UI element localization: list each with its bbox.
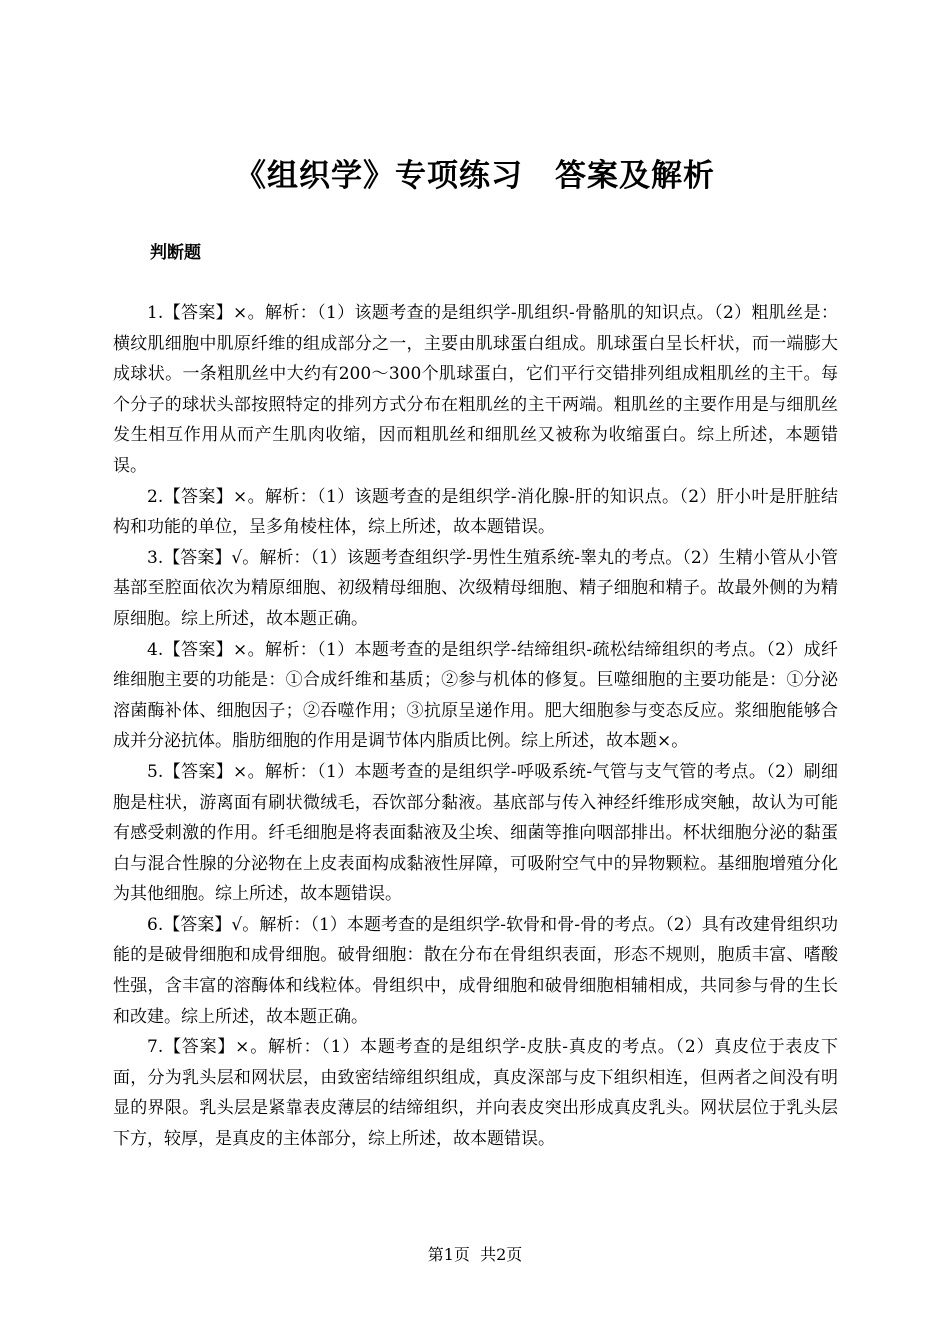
answer-item-7: 7.【答案】×。解析：（1）本题考查的是组织学-皮肤-真皮的考点。（2）真皮位于表皮下面，分为乳头层和网状层，由致密结缔组织组成，真皮深部与皮下组织相连，但两者之间没有明显的界限。乳头层是紧靠表皮薄层的结缔组织，并向表皮突出形成真皮乳头。网状层位于乳头层下方，较厚，是真皮的主体部分，综上所述，故本题错误。 [113,1037,838,1150]
answer-item-6: 6.【答案】√。解析：（1）本题考查的是组织学-软骨和骨-骨的考点。（2）具有改建骨组织功能的是破骨细胞和成骨细胞。破骨细胞：散在分布在骨组织表面，形态不规则，胞质丰富、嗜酸性强，含丰富的溶酶体和线粒体。骨组织中，成骨细胞和破骨细胞相辅相成，共同参与骨的生长和改建。综上所述，故本题正确。 [113,914,838,1027]
section-heading: 判断题 [150,243,201,263]
answer-item-5: 5.【答案】×。解析：（1）本题考查的是组织学-呼吸系统-气管与支气管的考点。（2）刷细胞是柱状，游离面有刷状微绒毛，吞饮部分黏液。基底部与传入神经纤维形成突触，故认为可能有感受刺激的作用。纤毛细胞是将表面黏液及尘埃、细菌等推向咽部排出。杯状细胞分泌的黏蛋白与混合性腺的分泌物在上皮表面构成黏液性屏障，可吸附空气中的异物颗粒。基细胞增殖分化为其他细胞。综上所述，故本题错误。 [113,761,838,905]
document-title: 《组织学》专项练习 答案及解析 [235,158,715,194]
answer-item-3: 3.【答案】√。解析：（1）该题考查组织学-男性生殖系统-睾丸的考点。（2）生精小管从小管基部至腔面依次为精原细胞、初级精母细胞、次级精母细胞、精子细胞和精子。故最外侧的为精原细胞。综上所述，故本题正确。 [113,547,838,629]
answer-list [113,298,838,1155]
answer-item-2: 2.【答案】×。解析：（1）该题考查的是组织学-消化腺-肝的知识点。（2）肝小叶是肝脏结构和功能的单位，呈多角棱柱体，综上所述，故本题错误。 [113,486,838,538]
page-number-footer: 第1页 共2页 [427,1245,523,1264]
answer-item-1: 1.【答案】×。解析：（1）该题考查的是组织学-肌组织-骨骼肌的知识点。（2）粗肌丝是：横纹肌细胞中肌原纤维的组成部分之一，主要由肌球蛋白组成。肌球蛋白呈长杆状，而一端膨大成球状。一条粗肌丝中大约有200～300个肌球蛋白，它们平行交错排列组成粗肌丝的主干。每个分子的球状头部按照特定的排列方式分布在粗肌丝的主干两端。粗肌丝的主要作用是与细肌丝发生相互作用从而产生肌肉收缩，因而粗肌丝和细肌丝又被称为收缩蛋白。综上所述，本题错误。 [113,303,838,476]
answer-item-4: 4.【答案】×。解析：（1）本题考查的是组织学-结缔组织-疏松结缔组织的考点。（2）成纤维细胞主要的功能是：①合成纤维和基质；②参与机体的修复。巨噬细胞的主要功能是：①分泌溶菌酶补体、细胞因子；②吞噬作用；③抗原呈递作用。肥大细胞参与变态反应。浆细胞能够合成并分泌抗体。脂肪细胞的作用是调节体内脂质比例。综上所述，故本题×。 [113,639,838,752]
